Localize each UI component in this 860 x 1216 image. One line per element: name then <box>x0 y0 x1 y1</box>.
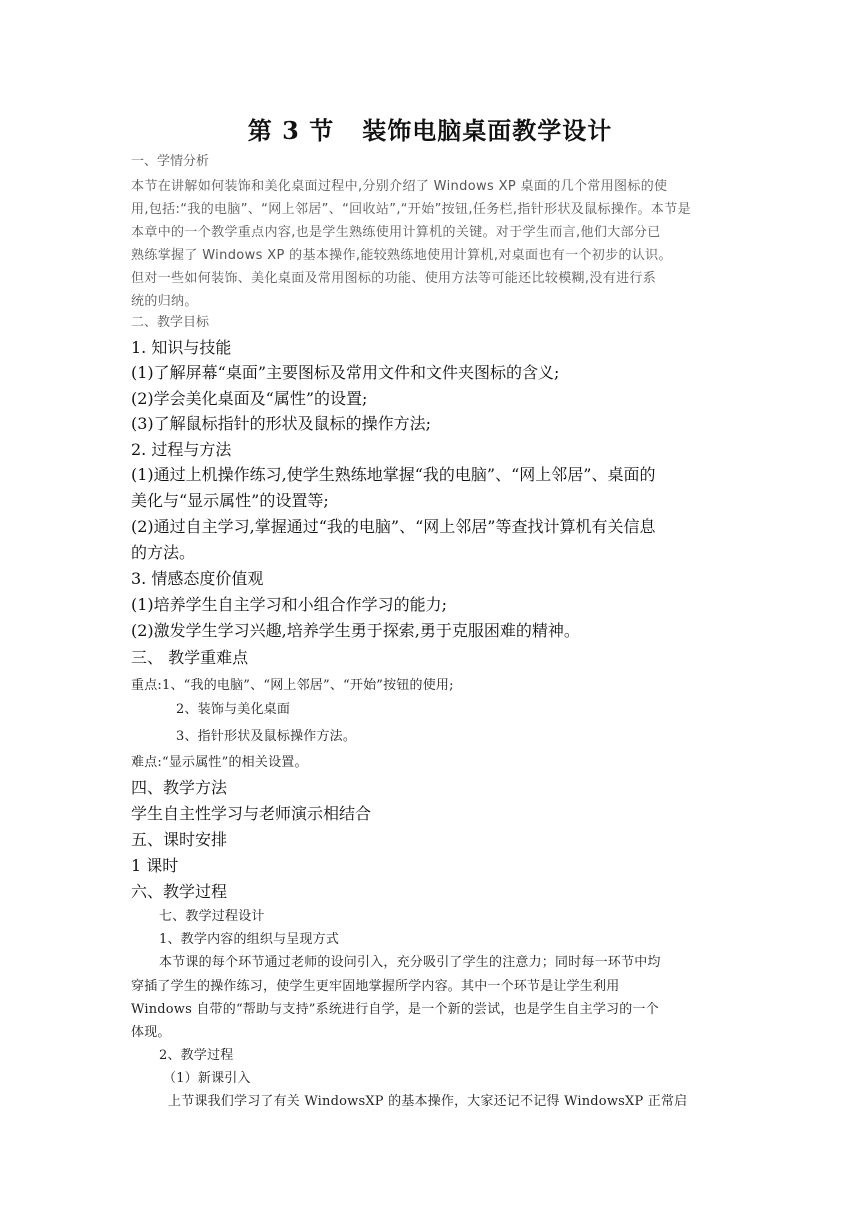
section-heading-teaching-objectives: 二、教学目标 <box>131 315 210 330</box>
key-point-item: 重点:1、“我的电脑”、“网上邻居”、“开始”按钮的使用; <box>131 678 454 693</box>
title-section-number: 第 3 节 <box>247 116 335 145</box>
paragraph-line: 但对一些如何装饰、美化桌面及常用图标的功能、使用方法等可能还比较模糊,没有进行系 <box>131 271 657 286</box>
section-heading-teaching-process: 六、教学过程 <box>131 882 228 901</box>
paragraph-line: 体现。 <box>131 1025 171 1040</box>
subsection-item: （1）新课引入 <box>163 1071 251 1086</box>
objective-item: 的方法。 <box>131 543 196 562</box>
paragraph-line: 上节课我们学习了有关 WindowsXP 的基本操作，大家还记不记得 WindowsXP 正常启 <box>168 1094 688 1109</box>
objective-item: (2)激发学生学习兴趣,培养学生勇于探索,勇于克服困难的精神。 <box>131 621 580 640</box>
objective-item: (2)学会美化桌面及“属性”的设置; <box>131 389 368 408</box>
subsection-item: 2、教学过程 <box>159 1048 234 1063</box>
document-title <box>0 111 860 146</box>
section-heading-schedule: 五、课时安排 <box>131 830 228 849</box>
objective-item: (2)通过自主学习,掌握通过“我的电脑”、“网上邻居”等查找计算机有关信息 <box>131 517 656 536</box>
section-heading-teaching-method: 四、教学方法 <box>131 778 228 797</box>
paragraph-line: 熟练掌握了 Windows XP 的基本操作,能较熟练地使用计算机,对桌面也有一个初步的认识。 <box>131 248 672 263</box>
teaching-method-text: 学生自主性学习与老师演示相结合 <box>131 804 372 823</box>
subsection-heading: 七、教学过程设计 <box>159 909 265 924</box>
difficulty-item: 难点:“显示属性”的相关设置。 <box>131 755 308 770</box>
objective-item: (1)培养学生自主学习和小组合作学习的能力; <box>131 595 448 614</box>
paragraph-line: 穿插了学生的操作练习，使学生更牢固地掌握所学内容。其中一个环节是让学生利用 <box>131 979 620 994</box>
schedule-text: 1 课时 <box>131 856 179 875</box>
objective-heading: 3. 情感态度价值观 <box>131 569 264 588</box>
objective-item: (3)了解鼠标指针的形状及鼠标的操作方法; <box>131 414 432 433</box>
title-main: 装饰电脑桌面教学设计 <box>362 116 613 145</box>
key-point-item: 2、装饰与美化桌面 <box>176 702 291 717</box>
subsection-item: 1、教学内容的组织与呈现方式 <box>159 932 340 947</box>
paragraph-line: Windows 自带的“帮助与支持”系统进行自学，是一个新的尝试，也是学生自主学习的一个 <box>131 1002 659 1017</box>
objective-item: (1)通过上机操作练习,使学生熟练地掌握“我的电脑”、“网上邻居”、桌面的 <box>131 465 656 484</box>
objective-heading: 1. 知识与技能 <box>131 338 232 357</box>
paragraph-line: 统的归纳。 <box>131 294 198 309</box>
objective-heading: 2. 过程与方法 <box>131 440 232 459</box>
paragraph-line: 本章中的一个教学重点内容,也是学生熟练使用计算机的关键。对于学生而言,他们大部分已 <box>131 225 661 240</box>
paragraph-line: 本节课的每个环节通过老师的设问引入，充分吸引了学生的注意力；同时每一环节中均 <box>159 955 661 970</box>
paragraph-line: 用,包括:“我的电脑”、“网上邻居”、“回收站”,“开始”按钮,任务栏,指针形状及鼠标操作。本节是 <box>131 202 691 217</box>
objective-item: 美化与“显示属性”的设置等; <box>131 491 329 510</box>
key-point-item: 3、指针形状及鼠标操作方法。 <box>176 729 357 744</box>
section-heading-key-points: 三、 教学重难点 <box>131 648 249 667</box>
paragraph-line: 本节在讲解如何装饰和美化桌面过程中,分别介绍了 Windows XP 桌面的几个常用图标的使 <box>131 179 668 194</box>
objective-item: (1)了解屏幕“桌面”主要图标及常用文件和文件夹图标的含义; <box>131 363 560 382</box>
section-heading-learner-analysis: 一、学情分析 <box>131 154 210 169</box>
